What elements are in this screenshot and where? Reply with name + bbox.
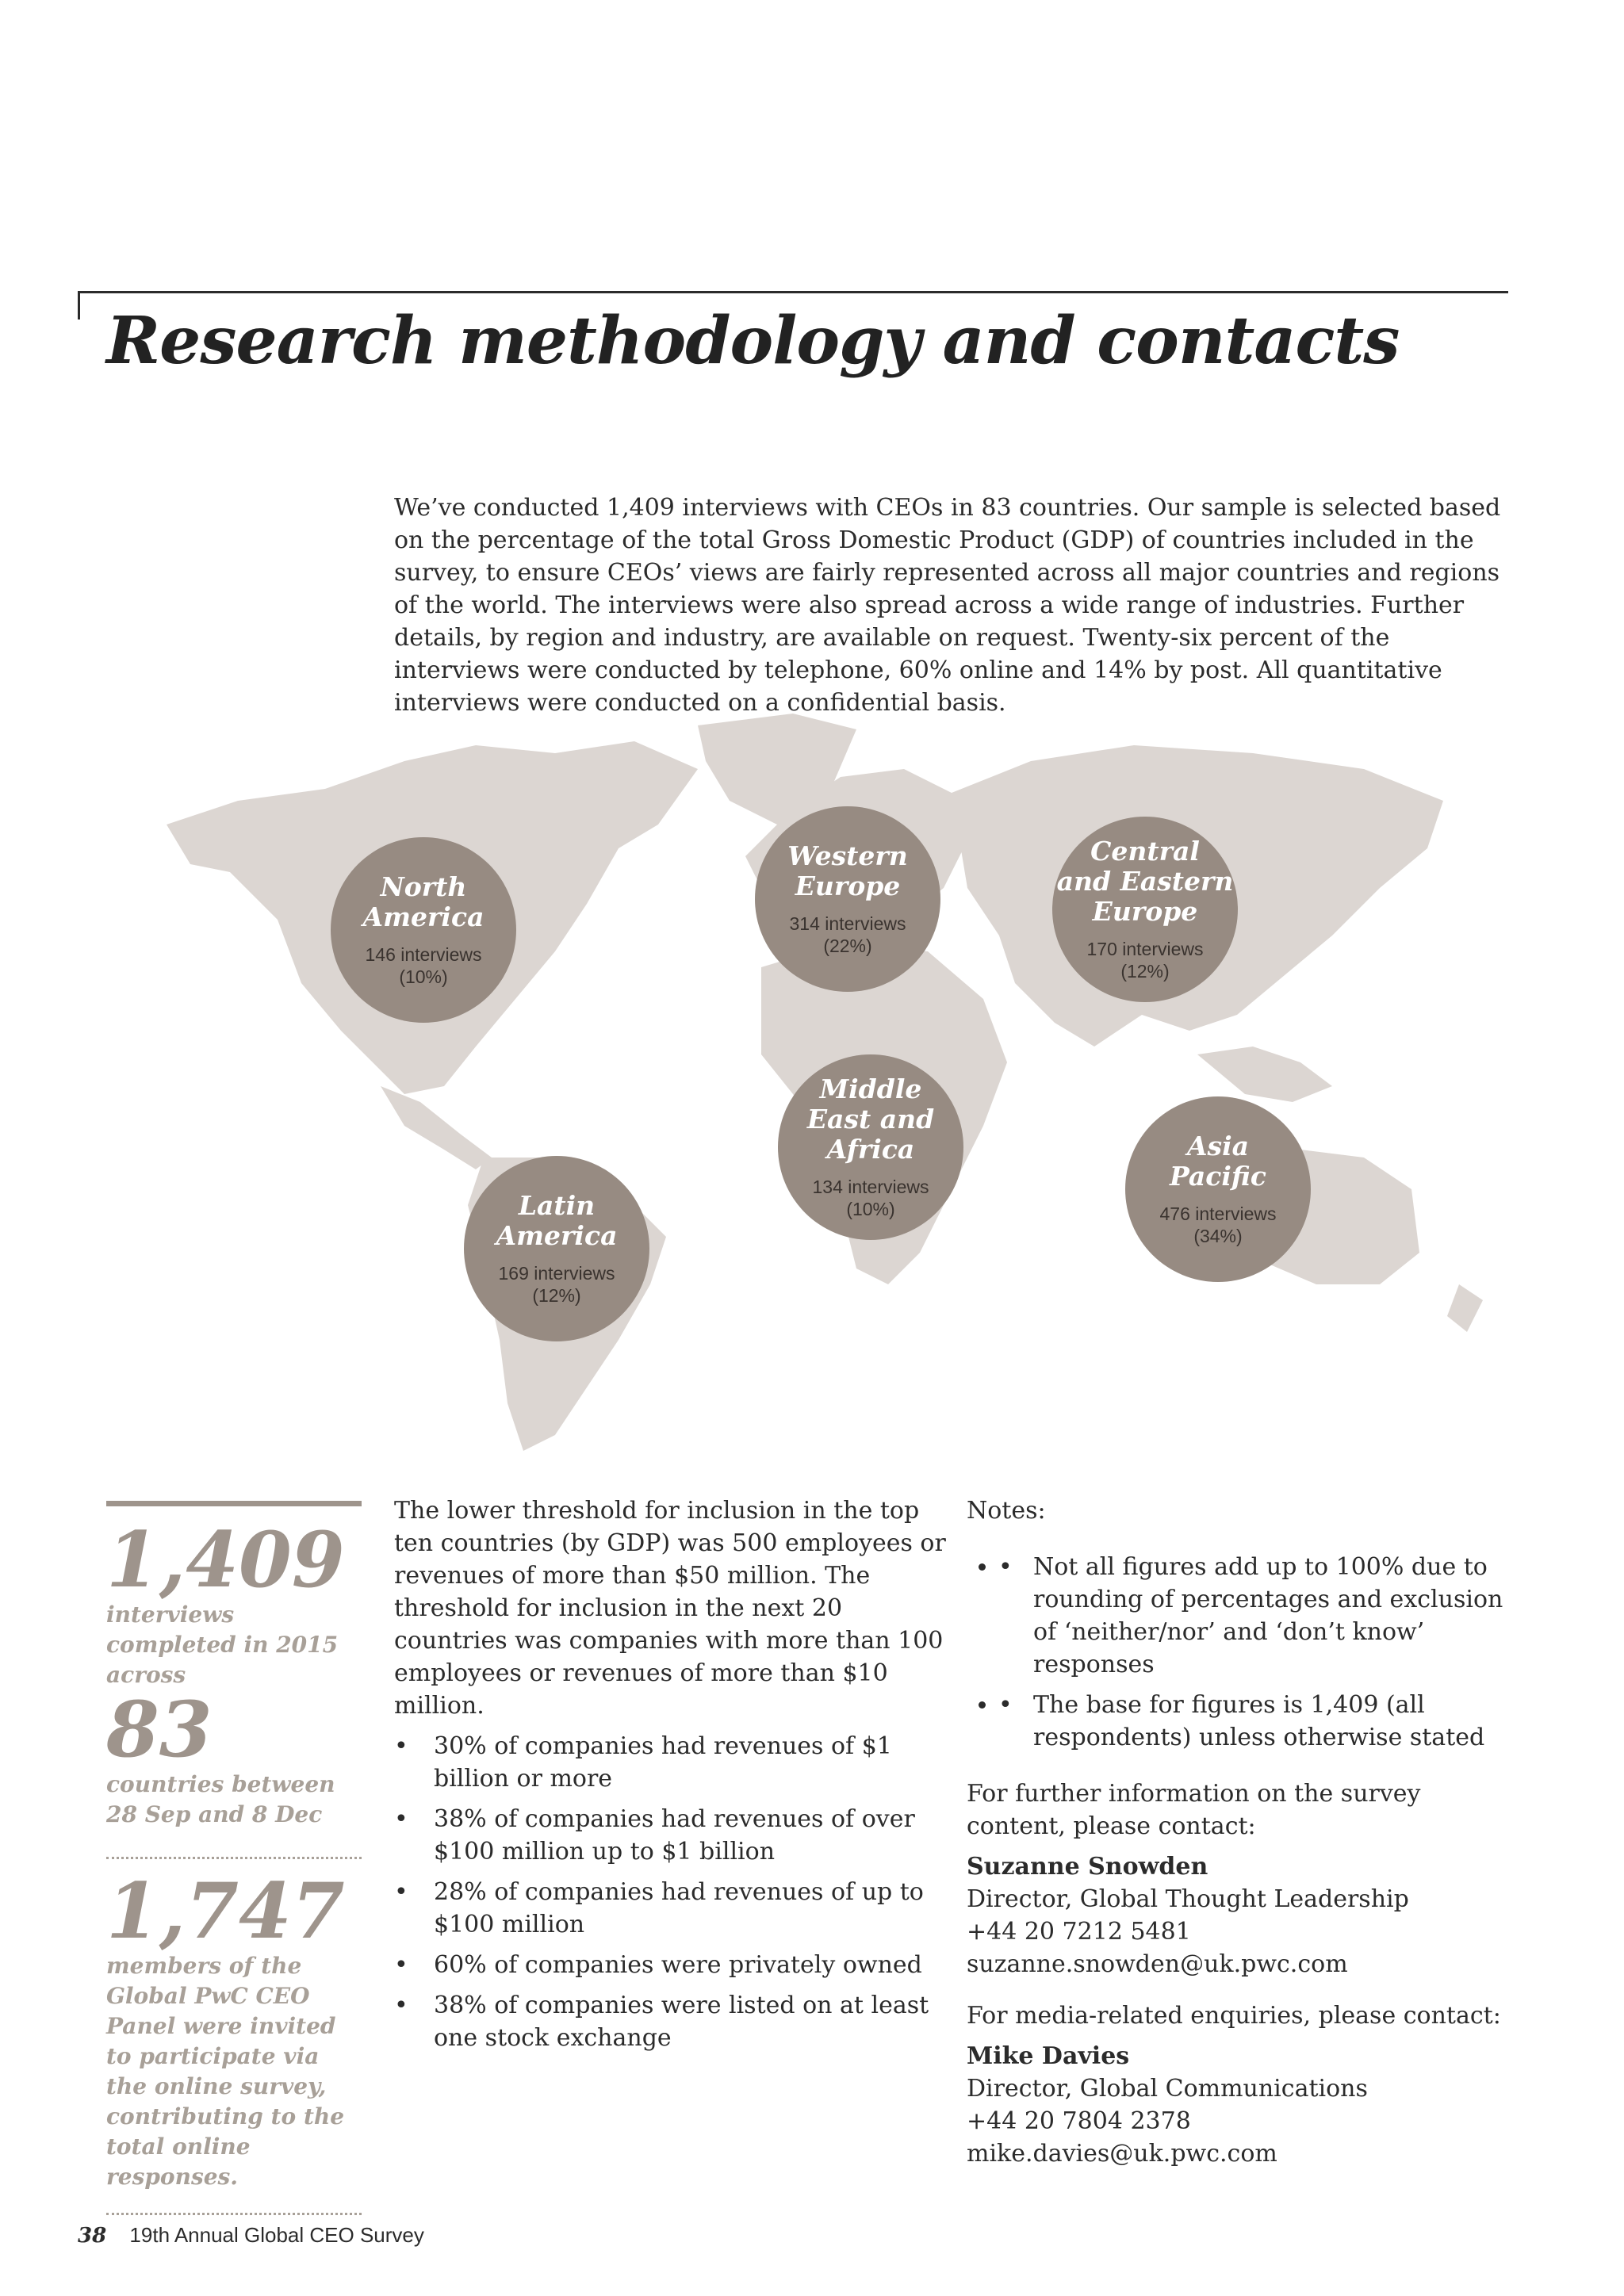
map-new-zealand bbox=[1447, 1284, 1483, 1332]
region-name: North America bbox=[362, 871, 485, 932]
media-contact-role: Director, Global Communications bbox=[967, 2075, 1368, 2103]
survey-contact-intro: For further information on the survey content, please contact: bbox=[967, 1780, 1421, 1840]
notes-list bbox=[967, 1551, 1522, 1754]
stat-countries-number: 83 bbox=[106, 1685, 213, 1774]
key-stats bbox=[106, 1501, 362, 2228]
region-count: 170 interviews bbox=[1086, 939, 1204, 959]
page-number: 38 bbox=[78, 2224, 107, 2248]
survey-contact-role: Director, Global Thought Leadership bbox=[967, 1885, 1409, 1913]
region-name: Middle East and Africa bbox=[806, 1073, 935, 1165]
region-count: 146 interviews bbox=[365, 944, 482, 965]
list-item: • 30% of companies had revenues of $1 billion or more bbox=[394, 1730, 949, 1795]
page-title: Research methodology and contacts bbox=[106, 303, 1400, 379]
notes-heading: Notes: bbox=[967, 1497, 1046, 1525]
page-footer bbox=[78, 2223, 424, 2248]
publication-title: 19th Annual Global CEO Survey bbox=[129, 2223, 424, 2247]
top-rule-tick bbox=[78, 291, 80, 320]
top-rule bbox=[78, 291, 1508, 293]
stats-divider bbox=[106, 1857, 362, 1859]
list-item: • 38% of companies were listed on at least one stock exchange bbox=[394, 1989, 949, 2054]
media-contact-intro: For media-related enquiries, please contact: bbox=[967, 2002, 1501, 2030]
region-percent: (12%) bbox=[1120, 961, 1170, 982]
region-percent: (10%) bbox=[399, 966, 448, 987]
region-count: 169 interviews bbox=[498, 1263, 615, 1284]
region-count: 314 interviews bbox=[789, 913, 906, 934]
stat-interviews-number: 1,409 bbox=[106, 1515, 345, 1605]
region-percent: (34%) bbox=[1193, 1226, 1243, 1246]
region-percent: (10%) bbox=[846, 1199, 895, 1219]
region-asia-pacific bbox=[1125, 1096, 1311, 1282]
list-item: • • Not all figures add up to 100% due to rounding of percentages and exclusion of ‘neither/nor’ and ‘don’t know’ responses bbox=[998, 1551, 1522, 1681]
threshold-paragraph: The lower threshold for inclusion in the top ten countries (by GDP) was 500 employees or revenues of more than $50 million. The threshold for inclusion in the next 20 countries was companies with more than 100 employees or revenues of more than $10 million. bbox=[394, 1497, 946, 1720]
region-count: 476 interviews bbox=[1159, 1203, 1277, 1224]
region-percent: (22%) bbox=[823, 936, 872, 956]
stat-interviews-text: interviews completed in 2015 across bbox=[106, 1601, 339, 1688]
intro-paragraph: We’ve conducted 1,409 interviews with CEOs in 83 countries. Our sample is selected based on the percentage of the total Gross Domestic Product (GDP) of countries included in the survey, to ensure CEOs’ views are fairly represented across all major countries and regions of the world. The interviews were also spread across a wide range of industries. Further details, by region and industry, are available on request. Twenty-six percent of the interviews were conducted by telephone, 60% online and 14% by post. All quantitative interviews were conducted on a confidential basis. bbox=[394, 494, 1501, 717]
list-item: • 28% of companies had revenues of up to $100 million bbox=[394, 1876, 949, 1941]
region-north-america bbox=[331, 837, 516, 1023]
map-se-asia bbox=[1197, 1047, 1332, 1102]
survey-contact-email[interactable]: suzanne.snowden@uk.pwc.com bbox=[967, 1950, 1348, 1978]
media-contact-email[interactable]: mike.davies@uk.pwc.com bbox=[967, 2140, 1277, 2168]
region-name: Western Europe bbox=[787, 840, 908, 901]
stat-panel-text: members of the Global PwC CEO Panel were invited to participate via the online survey, contributing to the total online responses. bbox=[106, 1953, 345, 2190]
region-latin-america bbox=[464, 1156, 649, 1341]
media-contact-phone: +44 20 7804 2378 bbox=[967, 2107, 1191, 2135]
region-name: Central and Eastern Europe bbox=[1056, 836, 1234, 927]
region-western-europe bbox=[755, 806, 940, 992]
region-percent: (12%) bbox=[532, 1285, 581, 1306]
map-central-america bbox=[381, 1086, 492, 1169]
threshold-column bbox=[394, 1494, 949, 2062]
list-item: • • The base for figures is 1,409 (all respondents) unless otherwise stated bbox=[998, 1689, 1522, 1754]
notes-contacts-column bbox=[967, 1494, 1522, 2170]
stat-panel-number: 1,747 bbox=[106, 1866, 345, 1956]
survey-contact-name: Suzanne Snowden bbox=[967, 1853, 1208, 1881]
region-count: 134 interviews bbox=[812, 1177, 929, 1197]
survey-contact-phone: +44 20 7212 5481 bbox=[967, 1918, 1191, 1946]
region-central-eastern-europe bbox=[1052, 817, 1238, 1002]
stats-top-bar bbox=[106, 1501, 362, 1506]
list-item: • 38% of companies had revenues of over $100 million up to $1 billion bbox=[394, 1803, 949, 1868]
region-name: Latin America bbox=[496, 1190, 618, 1251]
stats-bottom-divider bbox=[106, 2213, 362, 2215]
region-name: Asia Pacific bbox=[1169, 1131, 1267, 1192]
spacer bbox=[967, 1980, 1522, 1999]
stat-countries-text: countries between 28 Sep and 8 Dec bbox=[106, 1771, 335, 1827]
threshold-list bbox=[394, 1730, 949, 2054]
list-item: • 60% of companies were privately owned bbox=[394, 1949, 949, 1981]
media-contact-name: Mike Davies bbox=[967, 2042, 1130, 2070]
region-middle-east-africa bbox=[778, 1054, 963, 1240]
